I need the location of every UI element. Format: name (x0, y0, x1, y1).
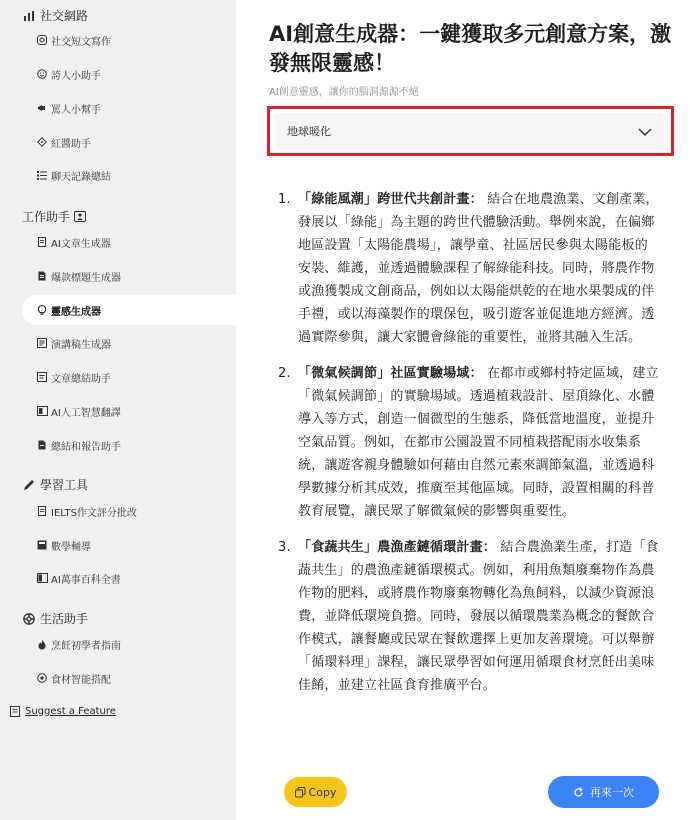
group-header-social (22, 7, 88, 24)
list-item-body: 在都市或鄉村特定區域，建立「微氣候調節」的實驗場域。透過植栽設計、屋頂綠化、水體導入等方式，創造一個微型的生態系，降低當地溫度，並提升空氣品質。例如，在都市公園設置不同植栽搭配雨水收集系統，讓遊客親身體驗如何藉由自然元素來調節氣溫，並透過科學數據分析其成效，推廣至其他區域。同時，設置相關的科普教育展覽，讓民眾了解微氣候的影響與重要性。 (298, 366, 659, 519)
sidebar-item-inspiration[interactable] (22, 295, 236, 325)
copy-button[interactable] (284, 777, 347, 807)
sidebar-item-label: 聊天記錄總結 (51, 171, 111, 183)
list-item-number: 3. (278, 540, 291, 555)
list-item-number: 2. (278, 366, 291, 381)
list-item (276, 362, 661, 523)
sidebar-item-scold[interactable] (22, 93, 236, 123)
math-icon (36, 539, 48, 551)
sidebar-item-label: AI人工智慧翻譯 (51, 407, 121, 419)
suggest-feature-label: Suggest a Feature (25, 705, 116, 717)
sidebar-item-praise[interactable] (22, 59, 236, 89)
report-icon (36, 439, 48, 451)
group-label: 社交網路 (40, 9, 89, 23)
result-content (276, 188, 661, 710)
topic-select-value: 地球暖化 (287, 125, 331, 138)
sidebar-item-report[interactable] (22, 430, 236, 460)
topic-select-highlight (267, 106, 674, 156)
sidebar-item-article-summary[interactable] (22, 362, 236, 392)
group-label: 生活助手 (40, 612, 89, 626)
sidebar-item-translate[interactable] (22, 396, 236, 426)
sidebar-item-label: 紅醬助手 (51, 138, 91, 150)
sidebar-item-label: AI萬事百科全書 (51, 574, 121, 586)
life-icon (22, 612, 36, 626)
sidebar-item-chat-summary[interactable] (22, 160, 236, 190)
group-label: 學習工具 (40, 478, 89, 492)
list-item (276, 188, 661, 349)
sidebar-item-label: AI文章生成器 (51, 238, 111, 250)
sidebar-item-label: 數學輔導 (51, 541, 91, 553)
megaphone-icon (36, 102, 48, 114)
sidebar-item-ingredients[interactable] (22, 663, 236, 693)
group-header-study (22, 476, 88, 493)
tag-icon (36, 136, 48, 148)
sidebar-item-cooking[interactable] (22, 629, 236, 659)
sidebar-item-title-generator[interactable] (22, 261, 236, 291)
sidebar-item-label: 社交短文寫作 (51, 36, 111, 48)
instagram-icon (36, 34, 48, 46)
sidebar-item-label: 食材智能搭配 (51, 674, 111, 686)
smile-icon (36, 68, 48, 80)
retry-button[interactable] (548, 776, 659, 808)
retry-button-label: 再來一次 (590, 786, 634, 799)
sidebar-item-label: 爆款標題生成器 (51, 272, 121, 284)
page-subtitle: AI創意靈感，讓你的腦洞源源不絕 (269, 87, 419, 98)
list-item-body: 結合在地農漁業、文創產業，發展以「綠能」為主題的跨世代體驗活動。舉例來說，在偏鄉地區設置「太陽能農場」，讓學童、社區居民參與太陽能板的安裝、維護，並透過體驗課程了解綠能科技。同時，將農作物或漁獲製成文創商品，例如以太陽能烘乾的在地水果製成的伴手禮，或以海藻製作的環保包，吸引遊客並促進地方經濟。透過實際參與，讓大家體會綠能的重要性，並將其融入生活。 (298, 192, 659, 345)
sidebar-item-label: 文章總結助手 (51, 373, 111, 385)
idea-list (276, 188, 661, 697)
list-item-heading: 「食蔬共生」農漁產鏈循環計畫： (298, 540, 497, 555)
group-header-life (22, 610, 88, 627)
sidebar (0, 0, 236, 820)
list-item-heading: 「微氣候調節」社區實驗場域： (298, 366, 483, 381)
translate-icon (36, 405, 48, 417)
list-item (276, 536, 661, 697)
study-icon (22, 478, 36, 492)
sidebar-item-math[interactable] (22, 530, 236, 560)
topic-select[interactable] (275, 113, 666, 149)
group-label: 工作助手 (22, 210, 71, 224)
sidebar-item-label: IELTS作文評分批改 (51, 507, 137, 519)
page-title: AI創意生成器：一鍵獲取多元創意方案，激發無限靈感！ (269, 22, 672, 75)
sidebar-item-red-sauce[interactable] (22, 127, 236, 157)
sidebar-item-label: 罵人小幫手 (51, 104, 101, 116)
main-content (236, 0, 693, 820)
list-item-heading: 「綠能風潮」跨世代共創計畫： (298, 192, 483, 207)
copy-button-label: Copy (308, 785, 337, 799)
summary-icon (36, 371, 48, 383)
lightbulb-icon (36, 304, 48, 316)
document-icon (36, 236, 48, 248)
group-header-work (22, 208, 86, 225)
suggest-icon (10, 705, 22, 717)
chevron-down-icon (638, 122, 652, 141)
social-icon (22, 9, 36, 23)
copy-icon (295, 787, 306, 798)
sidebar-item-label: 演講稿生成器 (51, 339, 111, 351)
work-icon (74, 211, 86, 222)
list-item-body: 結合農漁業生產，打造「食蔬共生」的農漁產鏈循環模式。例如，利用魚類廢棄物作為農作物的肥料，或將農作物廢棄物轉化為魚飼料，以減少資源浪費，並降低環境負擔。同時，發展以循環農業為概念的餐飲合作模式，讓餐廳或民眾在餐飲選擇上更加友善環境。可以舉辦「循環料理」課程，讓民眾學習如何運用循環食材烹飪出美味佳餚，並建立社區食育推廣平台。 (298, 540, 659, 693)
sidebar-item-ai-article[interactable] (22, 227, 236, 257)
list-icon (36, 169, 48, 181)
sidebar-item-label: 烹飪初學者指南 (51, 640, 121, 652)
sidebar-item-encyclopedia[interactable] (22, 563, 236, 593)
sidebar-item-speech[interactable] (22, 328, 236, 358)
refresh-icon (573, 787, 584, 798)
encyclopedia-icon (36, 572, 48, 584)
ingredient-icon (36, 672, 48, 684)
sidebar-item-social-post[interactable] (22, 25, 236, 55)
file-icon (36, 270, 48, 282)
suggest-feature-link[interactable] (10, 705, 116, 717)
sidebar-item-label: 誇人小助手 (51, 70, 101, 82)
sidebar-item-label: 總結和報告助手 (51, 441, 121, 453)
speech-icon (36, 337, 48, 349)
sidebar-item-ielts[interactable] (22, 496, 236, 526)
list-item-number: 1. (278, 192, 291, 207)
fire-icon (36, 638, 48, 650)
sidebar-item-label: 靈感生成器 (51, 306, 101, 318)
ielts-icon (36, 505, 48, 517)
